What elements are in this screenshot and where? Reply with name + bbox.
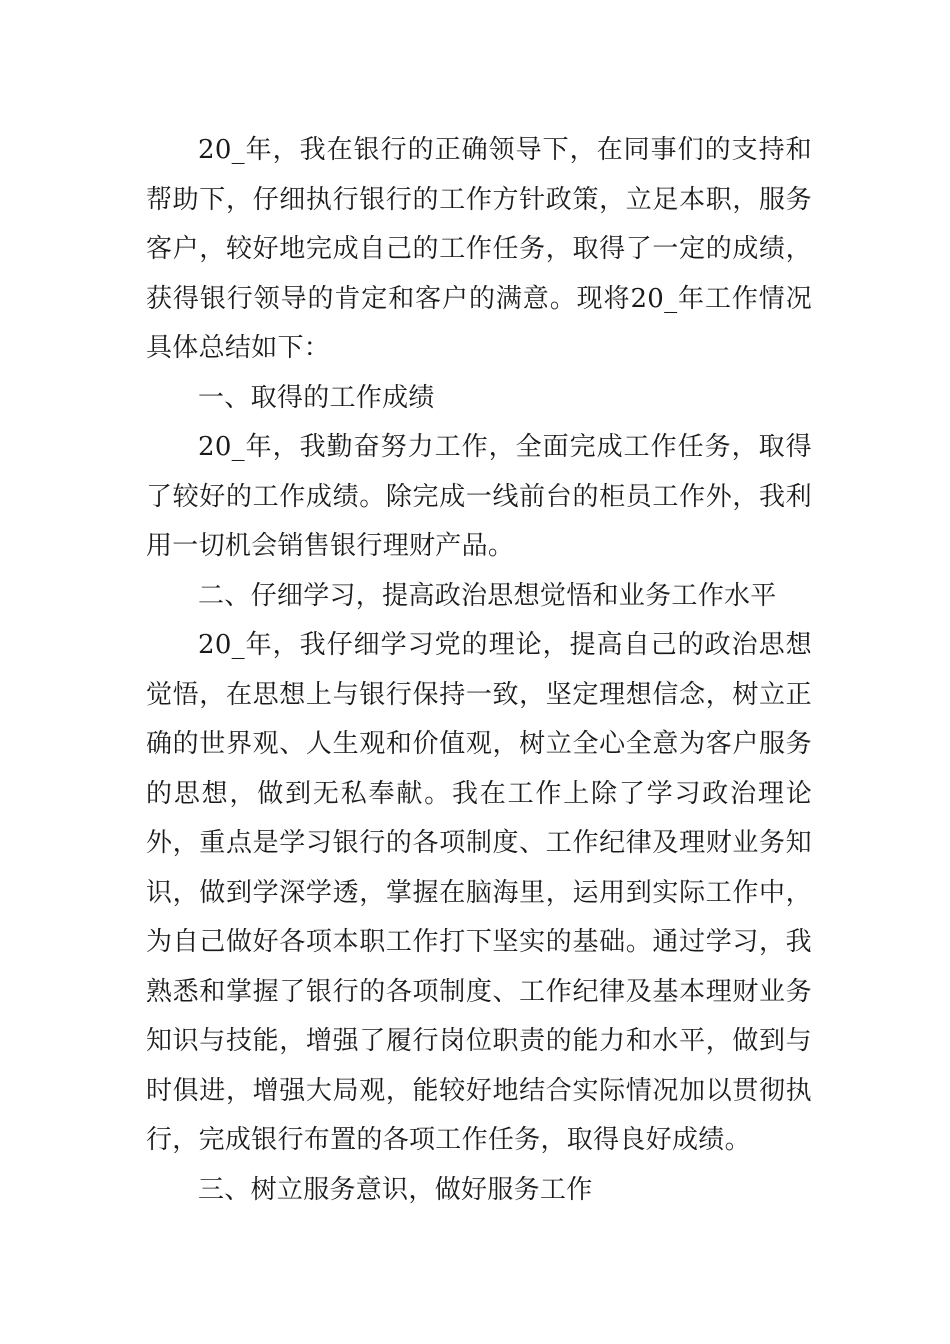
section-paragraph-2: 20_年，我仔细学习党的理论，提高自己的政治思想觉悟，在思想上与银行保持一致，坚定理想信念，树立正确的世界观、人生观和价值观，树立全心全意为客户服务的思想，做到无私奉献。我在工作上除了学习政治理论外，重点是学习银行的各项制度、工作纪律及理财业务知识，做到学深学透，掌握在脑海里，运用到实际工作中，为自己做好各项本职工作打下坚实的基础。通过学习，我熟悉和掌握了银行的各项制度、工作纪律及基本理财业务知识与技能，增强了履行岗位职责的能力和水平，做到与时俱进，增强大局观，能较好地结合实际情况加以贯彻执行，完成银行布置的各项工作任务，取得良好成绩。: [146, 630, 812, 1155]
intro-paragraph: 20_年，我在银行的正确领导下，在同事们的支持和帮助下，仔细执行银行的工作方针政策，立足本职，服务客户，较好地完成自己的工作任务，取得了一定的成绩，获得银行领导的肯定和客户的满意。现将20_年工作情况具体总结如下：: [146, 135, 812, 363]
section-heading-2: 二、仔细学习，提高政治思想觉悟和业务工作水平: [198, 580, 777, 611]
document-body: [146, 126, 812, 1215]
section-heading-1: 一、取得的工作成绩: [198, 382, 435, 413]
section-paragraph-1: 20_年，我勤奋努力工作，全面完成工作任务，取得了较好的工作成绩。除完成一线前台的柜员工作外，我利用一切机会销售银行理财产品。: [146, 432, 812, 561]
section-heading-3: 三、树立服务意识，做好服务工作: [198, 1174, 593, 1205]
